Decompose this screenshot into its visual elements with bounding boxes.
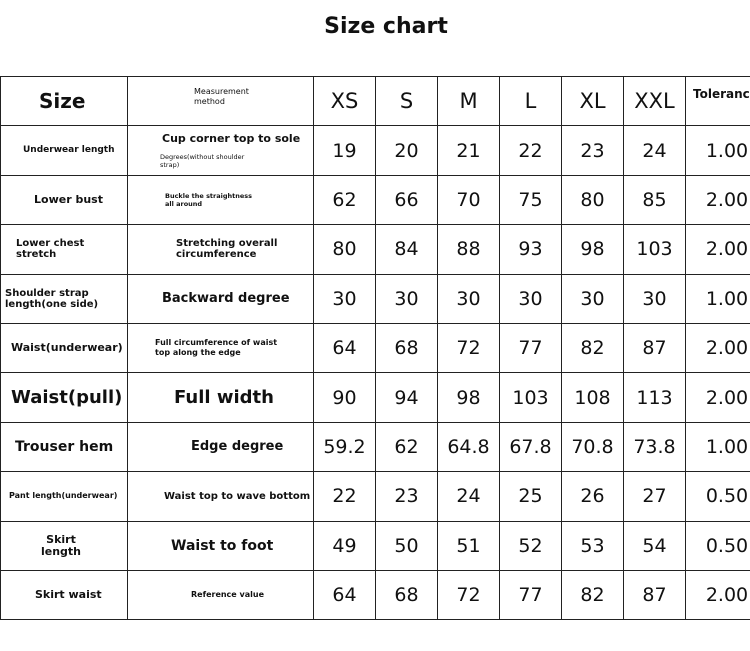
value-xl: 23 bbox=[562, 126, 624, 175]
value-s: 23 bbox=[376, 472, 438, 521]
row-method-note: Degrees(without shoulder strap) bbox=[160, 152, 245, 169]
header-row bbox=[1, 77, 750, 126]
page-title: Size chart bbox=[324, 14, 448, 39]
table-row bbox=[1, 521, 750, 570]
value-xxl: 73.8 bbox=[624, 422, 686, 471]
value-xs: 49 bbox=[314, 521, 376, 570]
header-size-l: L bbox=[500, 77, 562, 126]
value-s: 84 bbox=[376, 225, 438, 274]
value-xl: 82 bbox=[562, 570, 624, 619]
value-s: 62 bbox=[376, 422, 438, 471]
row-label: Shoulder strap length(one side) bbox=[1, 274, 128, 323]
row-label: Pant length(underwear) bbox=[1, 472, 128, 521]
table-row bbox=[1, 422, 750, 471]
value-xxl: 87 bbox=[624, 323, 686, 372]
row-label: Skirt length bbox=[1, 521, 128, 570]
value-l: 77 bbox=[500, 570, 562, 619]
value-m: 64.8 bbox=[438, 422, 500, 471]
value-tolerance: 2.00 bbox=[686, 373, 750, 422]
row-label: Lower chest stretch bbox=[1, 225, 128, 274]
table-row bbox=[1, 126, 750, 175]
value-m: 88 bbox=[438, 225, 500, 274]
value-tolerance: 2.00 bbox=[686, 225, 750, 274]
value-xl: 82 bbox=[562, 323, 624, 372]
row-method: Full width bbox=[128, 373, 314, 422]
row-label: Underwear length bbox=[1, 126, 128, 175]
value-tolerance: 1.00 bbox=[686, 274, 750, 323]
value-l: 30 bbox=[500, 274, 562, 323]
value-tolerance: 0.50 bbox=[686, 472, 750, 521]
row-method: Full circumference of waist top along the edge bbox=[128, 323, 314, 372]
value-xl: 53 bbox=[562, 521, 624, 570]
value-l: 93 bbox=[500, 225, 562, 274]
value-m: 98 bbox=[438, 373, 500, 422]
row-label: Waist(pull) bbox=[1, 373, 128, 422]
value-xs: 22 bbox=[314, 472, 376, 521]
row-method: Edge degree bbox=[128, 422, 314, 471]
value-xs: 62 bbox=[314, 175, 376, 224]
value-s: 66 bbox=[376, 175, 438, 224]
row-method: Buckle the straightness all around bbox=[128, 175, 314, 224]
value-xl: 108 bbox=[562, 373, 624, 422]
value-s: 94 bbox=[376, 373, 438, 422]
value-xs: 30 bbox=[314, 274, 376, 323]
row-method: Backward degree bbox=[128, 274, 314, 323]
table-row bbox=[1, 175, 750, 224]
row-method: Reference value bbox=[128, 570, 314, 619]
row-method: Stretching overall circumference bbox=[128, 225, 314, 274]
value-xs: 64 bbox=[314, 570, 376, 619]
value-l: 52 bbox=[500, 521, 562, 570]
value-l: 77 bbox=[500, 323, 562, 372]
value-tolerance: 0.50 bbox=[686, 521, 750, 570]
header-tolerance: Toleranc bbox=[686, 77, 750, 126]
row-method: Cup corner top to sole Degrees(without shoulder strap) bbox=[128, 126, 314, 175]
value-m: 70 bbox=[438, 175, 500, 224]
header-size-m: M bbox=[438, 77, 500, 126]
value-s: 68 bbox=[376, 570, 438, 619]
value-m: 24 bbox=[438, 472, 500, 521]
value-l: 75 bbox=[500, 175, 562, 224]
value-l: 67.8 bbox=[500, 422, 562, 471]
value-xl: 30 bbox=[562, 274, 624, 323]
row-method: Waist top to wave bottom bbox=[128, 472, 314, 521]
value-m: 72 bbox=[438, 323, 500, 372]
value-s: 68 bbox=[376, 323, 438, 372]
value-tolerance: 2.00 bbox=[686, 175, 750, 224]
table-row bbox=[1, 225, 750, 274]
header-size-xl: XL bbox=[562, 77, 624, 126]
value-xxl: 24 bbox=[624, 126, 686, 175]
value-xl: 70.8 bbox=[562, 422, 624, 471]
value-m: 30 bbox=[438, 274, 500, 323]
value-m: 72 bbox=[438, 570, 500, 619]
value-xs: 90 bbox=[314, 373, 376, 422]
table-row bbox=[1, 274, 750, 323]
value-xl: 80 bbox=[562, 175, 624, 224]
value-s: 20 bbox=[376, 126, 438, 175]
value-xxl: 113 bbox=[624, 373, 686, 422]
value-l: 22 bbox=[500, 126, 562, 175]
value-tolerance: 2.00 bbox=[686, 570, 750, 619]
row-label: Trouser hem bbox=[1, 422, 128, 471]
value-xl: 98 bbox=[562, 225, 624, 274]
value-l: 103 bbox=[500, 373, 562, 422]
value-tolerance: 2.00 bbox=[686, 323, 750, 372]
row-label: Skirt waist bbox=[1, 570, 128, 619]
table-row bbox=[1, 570, 750, 619]
value-xxl: 27 bbox=[624, 472, 686, 521]
value-xs: 19 bbox=[314, 126, 376, 175]
value-m: 51 bbox=[438, 521, 500, 570]
value-xxl: 54 bbox=[624, 521, 686, 570]
size-chart-table bbox=[0, 76, 750, 620]
value-s: 30 bbox=[376, 274, 438, 323]
value-xxl: 30 bbox=[624, 274, 686, 323]
header-method: Measurement method bbox=[128, 77, 314, 126]
value-s: 50 bbox=[376, 521, 438, 570]
value-xs: 80 bbox=[314, 225, 376, 274]
value-tolerance: 1.00 bbox=[686, 126, 750, 175]
row-label: Lower bust bbox=[1, 175, 128, 224]
table-row bbox=[1, 472, 750, 521]
row-label: Waist(underwear) bbox=[1, 323, 128, 372]
value-xxl: 103 bbox=[624, 225, 686, 274]
header-size: Size bbox=[1, 77, 128, 126]
value-xxl: 85 bbox=[624, 175, 686, 224]
header-size-s: S bbox=[376, 77, 438, 126]
row-method: Waist to foot bbox=[128, 521, 314, 570]
value-xl: 26 bbox=[562, 472, 624, 521]
value-tolerance: 1.00 bbox=[686, 422, 750, 471]
value-xxl: 87 bbox=[624, 570, 686, 619]
header-size-xs: XS bbox=[314, 77, 376, 126]
value-xs: 64 bbox=[314, 323, 376, 372]
value-xs: 59.2 bbox=[314, 422, 376, 471]
table-row bbox=[1, 373, 750, 422]
header-size-xxl: XXL bbox=[624, 77, 686, 126]
table-row bbox=[1, 323, 750, 372]
value-m: 21 bbox=[438, 126, 500, 175]
value-l: 25 bbox=[500, 472, 562, 521]
